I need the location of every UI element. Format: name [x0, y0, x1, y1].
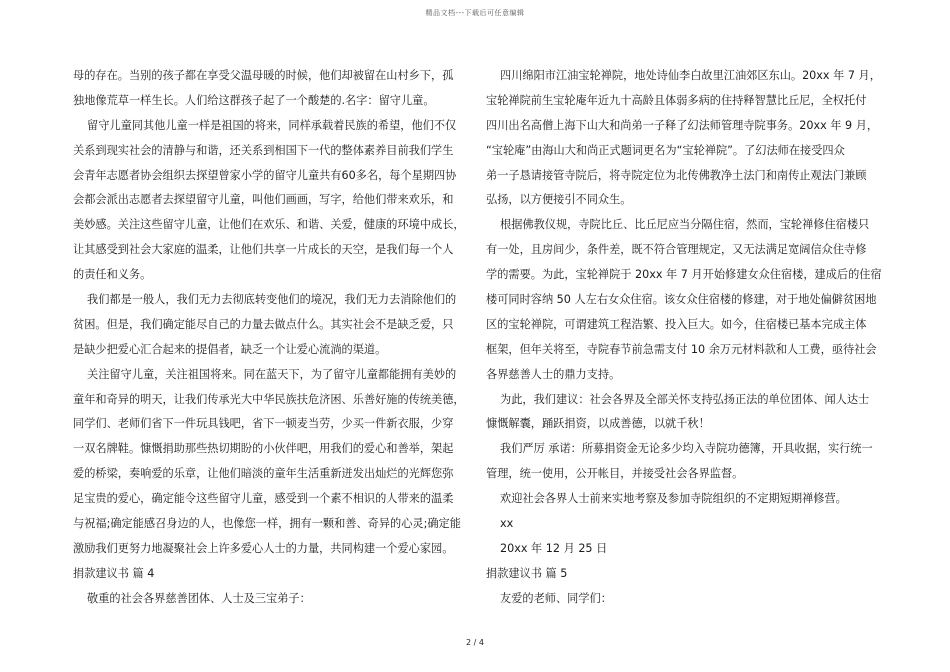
left-text-column	[73, 64, 469, 612]
text-line: 四川出名高僧上海下山大和尚弟一子释了幻法师管理寺院事务。20xx 年 9 月，	[486, 118, 879, 132]
right-text-column	[486, 64, 880, 612]
text-line: 捐款建议书 篇 5	[486, 566, 568, 580]
text-line: 敬重的社会各界慈善团体、人士及三宝弟子：	[87, 591, 311, 605]
text-line: 关系到现实社会的清静与和谐，还关系到相国下一代的整体素养目前我们学生	[73, 143, 454, 157]
text-line: 会青年志愿者协会组织去探望曾家小学的留守儿童共有60多名，每个星期四协	[73, 168, 457, 182]
text-line: xx	[500, 517, 514, 531]
text-line: 有一处，且房间少，条件差，既不符合管理规定，又无法满足宽阔信众住寺修	[486, 243, 867, 257]
text-line: 区的宝轮禅院，可谓建筑工程浩繁、投入巨大。如今，住宿楼已基本完成主体	[486, 317, 867, 331]
text-line: 各界慈善人士的鼎力支持。	[486, 367, 621, 381]
text-line: 捐款建议书 篇 4	[73, 566, 155, 580]
text-line: 童年和奇异的明天，让我们传承光大中华民族扶危济困、乐善好施的传统美德，	[73, 392, 465, 406]
text-line: 为此，我们建议：社会各界及全部关怀支持弘扬正法的单位团体、闻人达士	[500, 392, 870, 406]
text-line: 母的存在。当别的孩子都在享受父温母暖的时候，他们却被留在山村乡下，孤	[73, 69, 454, 82]
text-line: 友爱的老师、同学们：	[500, 591, 612, 605]
text-line: 美妙感。关注这些留守儿童，让他们在欢乐、和谐、关爱，健康的环境中成长，	[73, 218, 465, 232]
page-header: 精品文档---下载后可任意编辑	[425, 9, 525, 17]
text-line: 同学们、老师们省下一件玩具钱吧，省下一顿麦当劳，少买一件新衣服，少穿	[73, 417, 454, 431]
text-line: 学的需要。为此，宝轮禅院于 20xx 年 7 月开始修建女众住宿楼，建成后的住宿	[486, 268, 882, 282]
text-line: 我们都是一般人，我们无力去彻底转变他们的境况，我们无力去消除他们的	[87, 293, 457, 307]
text-line: 四川绵阳市江油宝轮禅院，地处诗仙李白故里江油郊区东山。20xx 年 7 月，	[500, 69, 881, 82]
text-line: 足宝贵的爱心，确定能令这些留守儿童，感受到一个素不相识的人带来的温柔	[73, 492, 454, 506]
text-line: 欢迎社会各界人士前来实地考察及参加寺院组织的不定期短期禅修营。	[500, 492, 847, 506]
text-line: 独地像荒草一样生长。人们给这群孩子起了一个酸楚的.名字：留守儿童。	[73, 93, 435, 107]
text-line: “宝轮庵”由海山大和尚正式题词更名为“宝轮禅院”。了幻法师在接受四众	[486, 143, 845, 157]
text-line: 弟一子恳请接管寺院后，将寺院定位为北传佛教净土法门和南传止观法门兼顾	[486, 168, 867, 182]
text-line: 慷慨解囊，踊跃捐资，以成善德，以就千秋！	[486, 417, 710, 431]
text-line: 20xx 年 12 月 25 日	[500, 541, 608, 555]
text-line: 与祝福;确定能感召身边的人，也像您一样，拥有一颗和善、奇异的心灵;确定能	[73, 517, 461, 531]
text-line: 框架，但年关将至，寺院春节前急需支付 10 余万元材料款和人工费，亟待社会	[486, 342, 877, 356]
text-line: 是缺少把爱心汇合起来的提倡者，缺乏一个让爱心流淌的渠道。	[73, 342, 387, 356]
text-line: 楼可同时容纳 50 人左右女众住宿。该女众住宿楼的修建，对于地处偏僻贫困地	[486, 293, 877, 307]
text-line: 的责任和义务。	[73, 268, 152, 282]
text-line: 贫困。但是，我们确定能尽自己的力量去做点什么。其实社会不是缺乏爱，只	[73, 317, 454, 331]
text-line: 管理，统一使用，公开帐目，并接受社会各界监督。	[486, 467, 744, 481]
text-line: 一双名牌鞋。慷慨捐助那些热切期盼的小伙伴吧，用我们的爱心和善举，架起	[73, 442, 454, 456]
text-line: 弘扬，以方便接引不同众生。	[486, 193, 632, 207]
text-line: 我们严厉 承诺：所募捐资金无论多少均入寺院功德簿，开具收据，实行统一	[500, 442, 873, 456]
text-line: 关注留守儿童，关注祖国将来。同在蓝天下，为了留守儿童都能拥有美妙的	[87, 367, 457, 381]
text-line: 根据佛教仪规，寺院比丘、比丘尼应当分隔住宿，然而，宝轮禅修住宿楼只	[500, 218, 870, 232]
text-line: 让其感受到社会大家庭的温柔，让他们共享一片成长的天空，是我们每一个人	[73, 243, 454, 257]
text-line: 爱的桥梁，奏响爱的乐章，让他们暗淡的童年生活重新迸发出灿烂的光辉您弥	[73, 467, 454, 481]
page-number: 2 / 4	[466, 638, 484, 647]
text-line: 留守儿童同其他儿童一样是祖国的将来，同样承载着民族的希望，他们不仅	[87, 118, 457, 132]
text-line: 会都会派出志愿者去探望留守儿童，叫他们画画，写字，给他们带来欢乐，和	[73, 193, 454, 207]
text-line: 激励我们更努力地凝聚社会上许多爱心人士的力量，共同构建一个爱心家园。	[73, 541, 454, 555]
text-line: 宝轮禅院前生宝轮庵年近九十高龄且体弱多病的住持释智慧比丘尼，全权托付	[486, 93, 867, 107]
